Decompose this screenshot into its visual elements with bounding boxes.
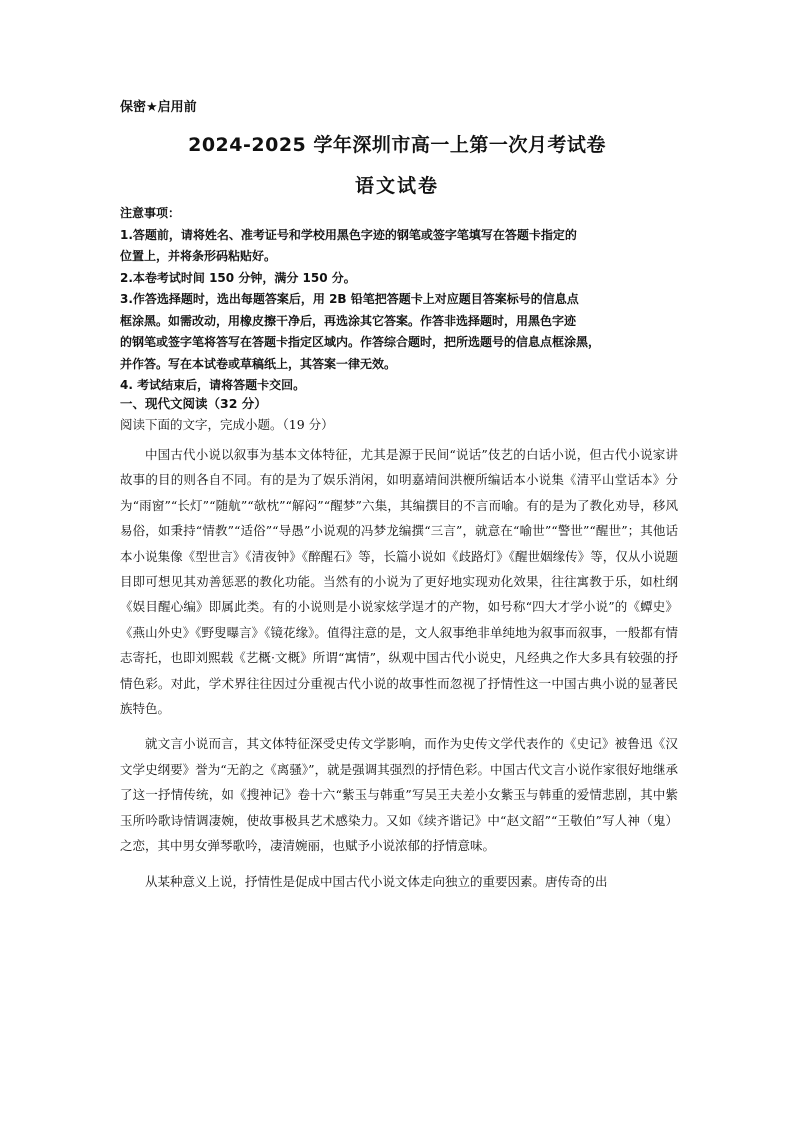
exam-notes	[120, 203, 680, 397]
notes-heading: 注意事项：	[120, 206, 181, 220]
reading-passage	[120, 442, 678, 904]
notes-line: 框涂黑。如需改动，用橡皮擦干净后，再选涂其它答案。作答非选择题时，用黑色字迹	[120, 313, 577, 328]
passage-paragraph: 中国古代小说以叙事为基本文体特征，尤其是源于民间“说话”伎艺的白话小说，但古代小说家讲故事的目的则各自不同。有的是为了娱乐消闲，如明嘉靖间洪楩所编话本小说集《清平山堂话本》分为“雨窗”“长灯”“随航”“欹枕”“解闷”“醒梦”六集，其编撰目的不言而喻。有的是为了教化劝导，移风易俗，如秉持“情教”“适俗”“导愚”小说观的冯梦龙编撰“三言”，就意在“喻世”“警世”“醒世”；其他话本小说集像《型世言》《清夜钟》《醉醒石》等，长篇小说如《歧路灯》《醒世姻缘传》等，仅从小说题目即可想见其劝善惩恶的教化功能。当然有的小说为了更好地实现劝化效果，往往寓教于乐，如杜纲《娱目醒心编》即属此类。有的小说则是小说家炫学逞才的产物，如号称“四大才学小说”的《蟫史》《燕山外史》《野叟曝言》《镜花缘》。值得注意的是，文人叙事绝非单纯地为叙事而叙事，一般都有情志寄托，也即刘熙载《艺概·文概》所谓“寓情”，纵观中国古代小说史，凡经典之作大多具有较强的抒情色彩。对此，学术界往往因过分重视古代小说的故事性而忽视了抒情性这一中国古典小说的显著民族特色。	[120, 447, 678, 717]
notes-line: 的钢笔或签字笔将答写在答题卡指定区域内。作答综合题时，把所选题号的信息点框涂黑，	[120, 335, 601, 349]
notes-line: 位置上，并将条形码粘贴好。	[120, 249, 277, 263]
page-subtitle: 语文试卷	[354, 175, 439, 197]
notes-line: 1.答题前，请将姓名、准考证号和学校用黑色字迹的钢笔或签字笔填写在答题卡指定的	[120, 227, 577, 242]
notes-line: 4. 考试结束后，请将答题卡交回。	[120, 378, 306, 392]
page-title: 2024-2025 学年深圳市高一上第一次月考试卷	[188, 134, 606, 156]
section-heading: 一、现代文阅读（32 分）	[120, 396, 267, 411]
notes-line: 3.作答选择题时，选出每题答案后，用 2B 铅笔把答题卡上对应题目答案标号的信息点	[120, 292, 579, 306]
notes-line: 并作答。写在本试卷或草稿纸上，其答案一律无效。	[120, 356, 397, 371]
reading-instruction: 阅读下面的文字，完成小题。（19 分）	[120, 417, 334, 432]
notes-line: 2.本卷考试时间 150 分钟，满分 150 分。	[120, 270, 356, 285]
secret-mark: 保密★启用前	[120, 100, 197, 115]
passage-paragraph: 就文言小说而言，其文体特征深受史传文学影响，而作为史传文学代表作的《史记》被鲁迅《汉文学史纲要》誉为“无韵之《离骚》”，就是强调其强烈的抒情色彩。中国古代文言小说作家很好地继承了这一抒情传统，如《搜神记》卷十六“紫玉与韩重”写吴王夫差小女紫玉与韩重的爱情悲剧，其中紫玉所吟歌诗情调凄婉，使故事极具艺术感染力。又如《续齐谐记》中“赵文韶”“王敬伯”写人神（鬼）之恋，其中男女弹琴歌吟，凄清婉丽，也赋予小说浓郁的抒情意味。	[120, 736, 678, 854]
passage-paragraph: 从某种意义上说，抒情性是促成中国古代小说文体走向独立的重要因素。唐传奇的出	[145, 873, 608, 889]
